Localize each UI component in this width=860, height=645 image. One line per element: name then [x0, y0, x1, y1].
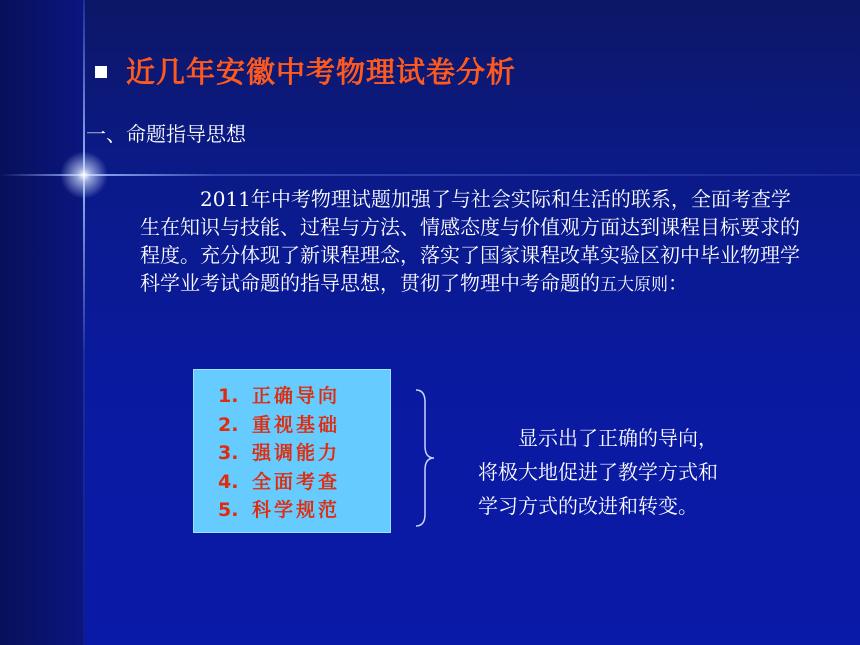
principle-item: 4. 全面考查 [218, 470, 341, 493]
principle-item: 5. 科学规范 [218, 499, 341, 521]
square-bullet-icon [95, 66, 107, 78]
description-text [478, 421, 718, 523]
paragraph-small-text: 五大原则 [600, 275, 668, 295]
body-paragraph [140, 185, 800, 299]
vertical-light-line [83, 0, 85, 645]
section-heading: 一、命题指导思想 [86, 122, 246, 146]
right-brace-icon [414, 388, 438, 528]
light-flare-icon [60, 151, 108, 199]
horizontal-light-line [0, 174, 860, 176]
principles-box [193, 369, 391, 533]
left-band-decoration [0, 0, 85, 645]
principles-list [194, 370, 390, 525]
principle-item: 3. 强调能力 [218, 442, 341, 464]
principle-item: 2. 重视基础 [218, 413, 341, 436]
description-line-3: 学习方式的改进和转变。 [478, 494, 698, 518]
description-line-2: 将极大地促进了教学方式和 [478, 460, 718, 484]
principle-item: 1. 正确导向 [218, 385, 341, 407]
slide-title: 近几年安徽中考物理试卷分析 [126, 55, 517, 89]
paragraph-main-text: 2011年中考物理试题加强了与社会实际和生活的联系，全面考查学生在知识与技能、过程与方法、情感态度与价值观方面达到课程目标要求的程度。充分体现了新课程理念，落实了国家课程改革实验区初中毕业物理学科学业考试命题的指导思想，贯彻了物理中考命题的 [140, 187, 800, 295]
paragraph-end-text: ： [668, 271, 688, 295]
description-line-1: 显示出了正确的导向， [518, 426, 718, 450]
